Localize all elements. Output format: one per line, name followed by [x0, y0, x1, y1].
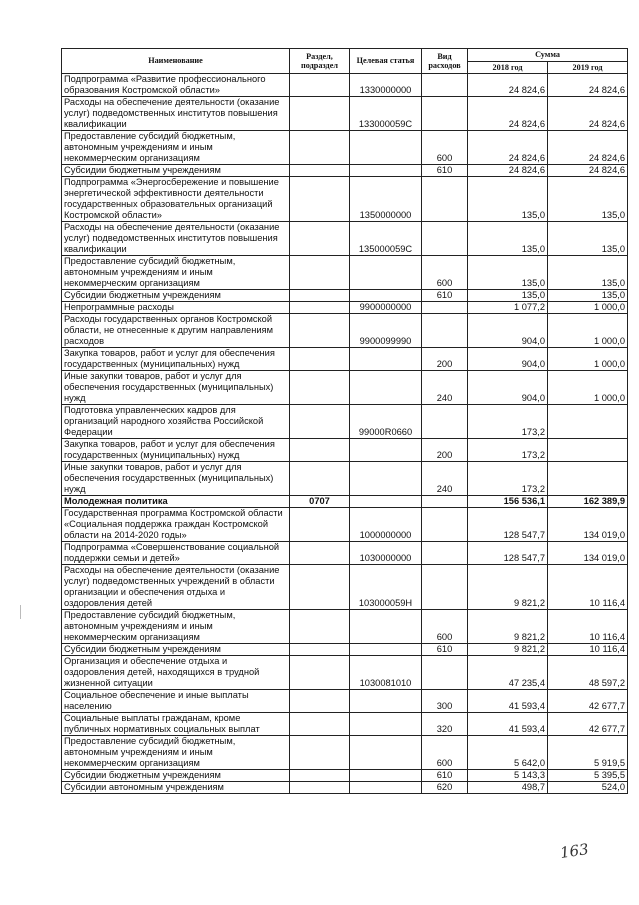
cell-name: Закупка товаров, работ и услуг для обеспечения государственных (муниципальных) нужд — [62, 439, 290, 462]
table-row — [62, 405, 628, 439]
cell-section — [290, 302, 350, 314]
cell-target: 9900099990 — [350, 314, 422, 348]
cell-y2019: 5 919,5 — [548, 736, 628, 770]
cell-name: Расходы на обеспечение деятельности (оказание услуг) подведомственных институтов повышения квалификации — [62, 97, 290, 131]
cell-section — [290, 713, 350, 736]
budget-table — [61, 48, 628, 794]
cell-y2019 — [548, 462, 628, 496]
cell-name: Организация и обеспечение отдыха и оздоровления детей, находящихся в трудной жизненной ситуации — [62, 656, 290, 690]
cell-target — [350, 348, 422, 371]
cell-section — [290, 290, 350, 302]
cell-type — [422, 405, 468, 439]
table-row — [62, 565, 628, 610]
cell-name: Предоставление субсидий бюджетным, автономным учреждениям и иным некоммерческим организациям — [62, 131, 290, 165]
cell-section — [290, 656, 350, 690]
cell-y2019: 24 824,6 — [548, 131, 628, 165]
cell-type: 200 — [422, 348, 468, 371]
table-row — [62, 290, 628, 302]
cell-y2019: 42 677,7 — [548, 713, 628, 736]
cell-y2018: 47 235,4 — [468, 656, 548, 690]
table-row — [62, 97, 628, 131]
cell-target — [350, 371, 422, 405]
table-row — [62, 736, 628, 770]
cell-section — [290, 610, 350, 644]
cell-y2019: 135,0 — [548, 222, 628, 256]
cell-name: Государственная программа Костромской области «Социальная поддержка граждан Костромской области на 2014-2020 годы» — [62, 508, 290, 542]
cell-section — [290, 542, 350, 565]
cell-section: 0707 — [290, 496, 350, 508]
cell-section — [290, 565, 350, 610]
cell-target — [350, 439, 422, 462]
table-row — [62, 496, 628, 508]
table-body — [62, 74, 628, 794]
cell-y2018: 24 824,6 — [468, 131, 548, 165]
cell-y2019: 1 000,0 — [548, 371, 628, 405]
cell-name: Подготовка управленческих кадров для организаций народного хозяйства Российской Федерации — [62, 405, 290, 439]
margin-mark — [20, 605, 21, 619]
header-section: Раздел, подраздел — [290, 49, 350, 74]
cell-y2018: 173,2 — [468, 462, 548, 496]
table-row — [62, 314, 628, 348]
cell-name: Субсидии бюджетным учреждениям — [62, 644, 290, 656]
cell-target: 1000000000 — [350, 508, 422, 542]
cell-target: 1350000000 — [350, 177, 422, 222]
cell-name: Закупка товаров, работ и услуг для обеспечения государственных (муниципальных) нужд — [62, 348, 290, 371]
cell-name: Подпрограмма «Энергосбережение и повышение энергетической эффективности деятельности государственных образовательных организаций Костромской области» — [62, 177, 290, 222]
cell-section — [290, 177, 350, 222]
table-row — [62, 770, 628, 782]
cell-section — [290, 508, 350, 542]
cell-y2018: 5 143,3 — [468, 770, 548, 782]
cell-y2019: 524,0 — [548, 782, 628, 794]
cell-y2018: 128 547,7 — [468, 542, 548, 565]
cell-section — [290, 690, 350, 713]
cell-type: 600 — [422, 131, 468, 165]
table-row — [62, 256, 628, 290]
table-row — [62, 508, 628, 542]
page-number: 163 — [558, 840, 590, 862]
cell-target — [350, 256, 422, 290]
cell-target: 1330000000 — [350, 74, 422, 97]
table-row — [62, 462, 628, 496]
table-row — [62, 348, 628, 371]
header-sum: Сумма — [468, 49, 628, 62]
cell-target — [350, 713, 422, 736]
cell-target: 9900000000 — [350, 302, 422, 314]
cell-name: Социальные выплаты гражданам, кроме публичных нормативных социальных выплат — [62, 713, 290, 736]
cell-name: Подпрограмма «Совершенствование социальной поддержки семьи и детей» — [62, 542, 290, 565]
cell-name: Иные закупки товаров, работ и услуг для обеспечения государственных (муниципальных) нужд — [62, 371, 290, 405]
cell-y2019: 135,0 — [548, 290, 628, 302]
cell-section — [290, 770, 350, 782]
table-row — [62, 302, 628, 314]
cell-section — [290, 165, 350, 177]
cell-section — [290, 439, 350, 462]
cell-section — [290, 371, 350, 405]
cell-y2018: 156 536,1 — [468, 496, 548, 508]
cell-type — [422, 302, 468, 314]
table-row — [62, 177, 628, 222]
cell-y2018: 904,0 — [468, 371, 548, 405]
cell-section — [290, 782, 350, 794]
cell-section — [290, 74, 350, 97]
cell-section — [290, 405, 350, 439]
cell-target — [350, 770, 422, 782]
cell-y2018: 24 824,6 — [468, 74, 548, 97]
cell-y2018: 135,0 — [468, 177, 548, 222]
cell-y2018: 173,2 — [468, 405, 548, 439]
table-row — [62, 644, 628, 656]
cell-name: Предоставление субсидий бюджетным, автономным учреждениям и иным некоммерческим организациям — [62, 610, 290, 644]
cell-name: Расходы государственных органов Костромской области, не отнесенные к другим направлениям расходов — [62, 314, 290, 348]
cell-section — [290, 348, 350, 371]
table-row — [62, 74, 628, 97]
cell-target: 1030000000 — [350, 542, 422, 565]
cell-target: 1030081010 — [350, 656, 422, 690]
cell-target — [350, 496, 422, 508]
cell-type — [422, 656, 468, 690]
cell-y2019: 10 116,4 — [548, 565, 628, 610]
cell-target — [350, 610, 422, 644]
cell-type: 200 — [422, 439, 468, 462]
cell-type — [422, 314, 468, 348]
table-row — [62, 165, 628, 177]
cell-type — [422, 565, 468, 610]
cell-y2018: 904,0 — [468, 348, 548, 371]
cell-y2018: 24 824,6 — [468, 165, 548, 177]
cell-section — [290, 314, 350, 348]
table-row — [62, 542, 628, 565]
cell-type — [422, 74, 468, 97]
cell-target: 103000059Н — [350, 565, 422, 610]
cell-y2019: 42 677,7 — [548, 690, 628, 713]
cell-section — [290, 131, 350, 165]
cell-y2018: 24 824,6 — [468, 97, 548, 131]
cell-type — [422, 508, 468, 542]
cell-y2018: 173,2 — [468, 439, 548, 462]
cell-y2019: 134 019,0 — [548, 508, 628, 542]
header-name: Наименование — [62, 49, 290, 74]
header-row-1 — [62, 49, 628, 62]
table-row — [62, 371, 628, 405]
cell-type — [422, 542, 468, 565]
cell-target — [350, 462, 422, 496]
cell-type: 240 — [422, 371, 468, 405]
cell-section — [290, 256, 350, 290]
cell-type: 240 — [422, 462, 468, 496]
cell-name: Субсидии бюджетным учреждениям — [62, 770, 290, 782]
table-row — [62, 439, 628, 462]
cell-y2018: 904,0 — [468, 314, 548, 348]
header-target: Целевая статья — [350, 49, 422, 74]
cell-name: Расходы на обеспечение деятельности (оказание услуг) подведомственных институтов повышения квалификации — [62, 222, 290, 256]
cell-y2018: 498,7 — [468, 782, 548, 794]
cell-y2019: 135,0 — [548, 256, 628, 290]
cell-type: 610 — [422, 165, 468, 177]
cell-name: Субсидии бюджетным учреждениям — [62, 165, 290, 177]
table-row — [62, 656, 628, 690]
cell-y2018: 5 642,0 — [468, 736, 548, 770]
cell-name: Подпрограмма «Развитие профессионального образования Костромской области» — [62, 74, 290, 97]
cell-type: 610 — [422, 770, 468, 782]
cell-y2019: 24 824,6 — [548, 97, 628, 131]
cell-target: 133000059С — [350, 97, 422, 131]
cell-target — [350, 290, 422, 302]
cell-name: Субсидии автономным учреждениям — [62, 782, 290, 794]
cell-y2019: 1 000,0 — [548, 348, 628, 371]
cell-section — [290, 97, 350, 131]
cell-name: Субсидии бюджетным учреждениям — [62, 290, 290, 302]
cell-name: Иные закупки товаров, работ и услуг для обеспечения государственных (муниципальных) нужд — [62, 462, 290, 496]
table-row — [62, 222, 628, 256]
cell-section — [290, 644, 350, 656]
cell-y2018: 135,0 — [468, 290, 548, 302]
cell-section — [290, 222, 350, 256]
cell-y2019: 24 824,6 — [548, 74, 628, 97]
cell-type: 600 — [422, 736, 468, 770]
cell-name: Непрограммные расходы — [62, 302, 290, 314]
budget-page — [61, 48, 628, 794]
table-row — [62, 782, 628, 794]
cell-type: 620 — [422, 782, 468, 794]
table-row — [62, 131, 628, 165]
table-row — [62, 610, 628, 644]
cell-y2019: 10 116,4 — [548, 644, 628, 656]
cell-type: 320 — [422, 713, 468, 736]
cell-type — [422, 97, 468, 131]
cell-target — [350, 165, 422, 177]
cell-y2019: 5 395,5 — [548, 770, 628, 782]
cell-y2019: 48 597,2 — [548, 656, 628, 690]
cell-y2018: 9 821,2 — [468, 610, 548, 644]
cell-y2019: 10 116,4 — [548, 610, 628, 644]
cell-target — [350, 690, 422, 713]
cell-y2019 — [548, 439, 628, 462]
cell-name: Предоставление субсидий бюджетным, автономным учреждениям и иным некоммерческим организациям — [62, 256, 290, 290]
cell-section — [290, 462, 350, 496]
cell-type — [422, 222, 468, 256]
cell-y2019: 162 389,9 — [548, 496, 628, 508]
cell-name: Молодежная политика — [62, 496, 290, 508]
table-row — [62, 713, 628, 736]
cell-target — [350, 736, 422, 770]
cell-y2018: 135,0 — [468, 256, 548, 290]
cell-y2019: 1 000,0 — [548, 302, 628, 314]
cell-type: 610 — [422, 290, 468, 302]
cell-y2019: 1 000,0 — [548, 314, 628, 348]
cell-y2018: 1 077,2 — [468, 302, 548, 314]
header-type: Вид расходов — [422, 49, 468, 74]
cell-name: Предоставление субсидий бюджетным, автономным учреждениям и иным некоммерческим организациям — [62, 736, 290, 770]
cell-target: 135000059С — [350, 222, 422, 256]
header-2018: 2018 год — [468, 61, 548, 74]
cell-y2018: 128 547,7 — [468, 508, 548, 542]
cell-y2018: 9 821,2 — [468, 644, 548, 656]
cell-y2018: 9 821,2 — [468, 565, 548, 610]
cell-y2019: 135,0 — [548, 177, 628, 222]
header-2019: 2019 год — [548, 61, 628, 74]
cell-target — [350, 131, 422, 165]
cell-name: Социальное обеспечение и иные выплаты населению — [62, 690, 290, 713]
cell-type: 600 — [422, 610, 468, 644]
cell-y2019: 134 019,0 — [548, 542, 628, 565]
cell-section — [290, 736, 350, 770]
cell-type: 300 — [422, 690, 468, 713]
cell-type — [422, 177, 468, 222]
cell-type: 600 — [422, 256, 468, 290]
cell-type — [422, 496, 468, 508]
cell-type: 610 — [422, 644, 468, 656]
cell-y2019: 24 824,6 — [548, 165, 628, 177]
cell-y2018: 135,0 — [468, 222, 548, 256]
cell-target: 99000R0660 — [350, 405, 422, 439]
cell-name: Расходы на обеспечение деятельности (оказание услуг) подведомственных учреждений в области организации и обеспечения отдыха и оздоровления детей — [62, 565, 290, 610]
cell-target — [350, 782, 422, 794]
cell-y2019 — [548, 405, 628, 439]
cell-y2018: 41 593,4 — [468, 713, 548, 736]
cell-target — [350, 644, 422, 656]
cell-y2018: 41 593,4 — [468, 690, 548, 713]
table-row — [62, 690, 628, 713]
